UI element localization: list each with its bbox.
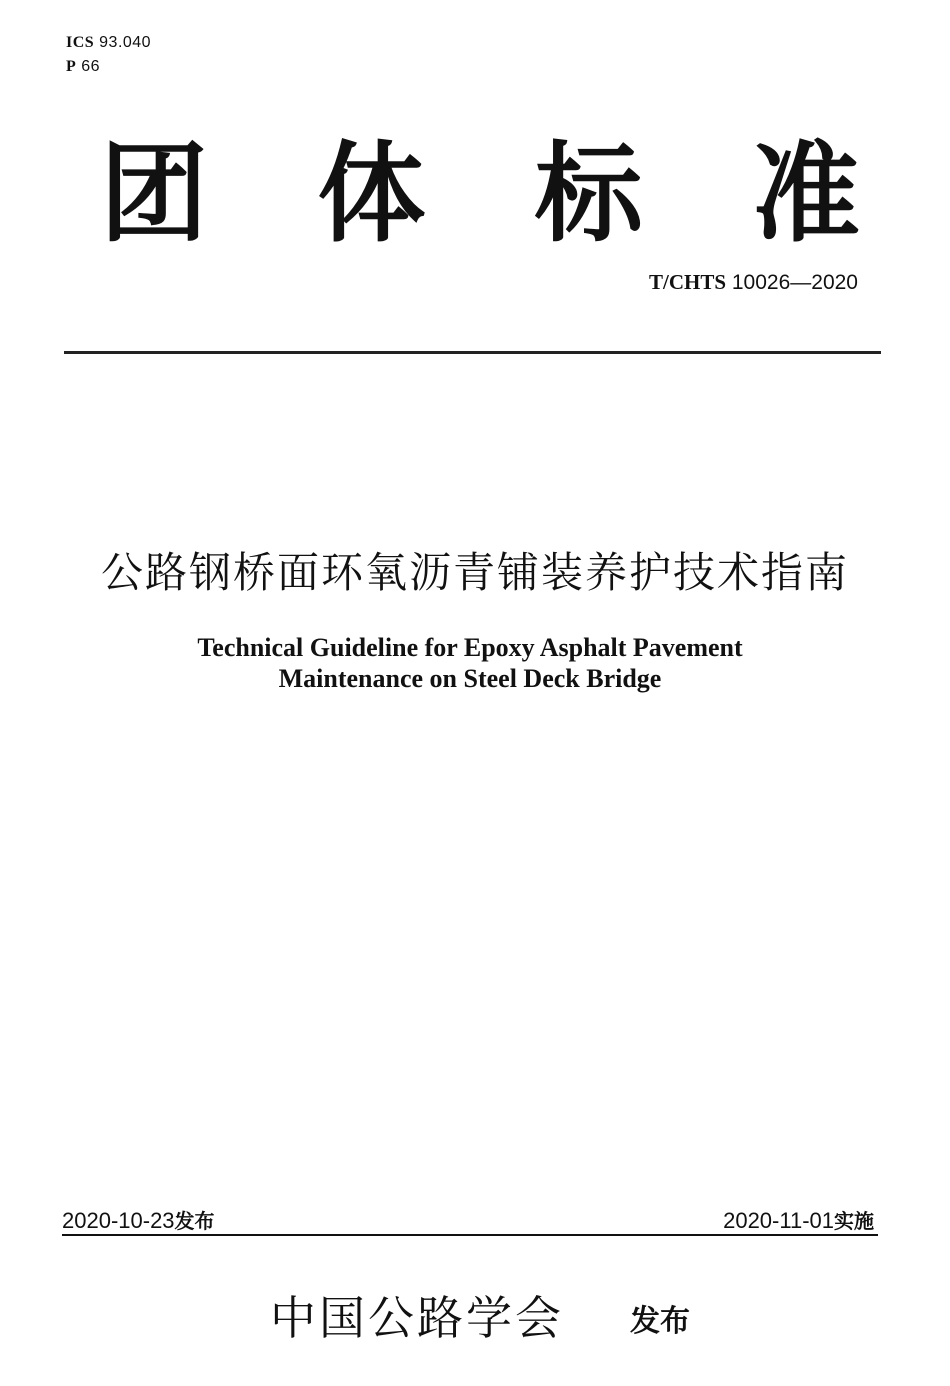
standard-number: 10026—2020: [731, 271, 858, 294]
publish-word: 发布: [630, 1304, 690, 1339]
english-title: [0, 632, 940, 694]
standard-type-title: [100, 132, 860, 257]
ics-classification: [66, 34, 151, 52]
publisher-name: 中国公路学会: [270, 1291, 564, 1345]
ics-code: 93.040: [99, 34, 152, 51]
issue-date: [62, 1205, 215, 1234]
english-title-line-1: Technical Guideline for Epoxy Asphalt Pavement: [197, 633, 743, 662]
standard-prefix: T/CHTS: [649, 270, 727, 294]
title-char: 准: [751, 132, 860, 257]
ics-label: ICS: [66, 34, 95, 51]
p-label: P: [66, 58, 77, 75]
bottom-divider: [62, 1234, 878, 1236]
impl-date-value: 2020-11-01: [723, 1208, 834, 1233]
title-char: 团: [100, 132, 209, 257]
issue-word: 发布: [174, 1209, 215, 1233]
title-char: 体: [317, 132, 426, 257]
english-title-line-2: Maintenance on Steel Deck Bridge: [278, 664, 662, 693]
impl-word: 实施: [834, 1209, 874, 1233]
standard-code: [649, 270, 858, 295]
p-classification: [66, 58, 100, 76]
top-divider: [64, 351, 881, 354]
p-code: 66: [81, 58, 101, 75]
title-char: 标: [534, 132, 643, 257]
chinese-title: 公路钢桥面环氧沥青铺装养护技术指南: [100, 548, 849, 597]
implementation-date: [723, 1205, 874, 1234]
issue-date-value: 2020-10-23: [62, 1208, 175, 1233]
